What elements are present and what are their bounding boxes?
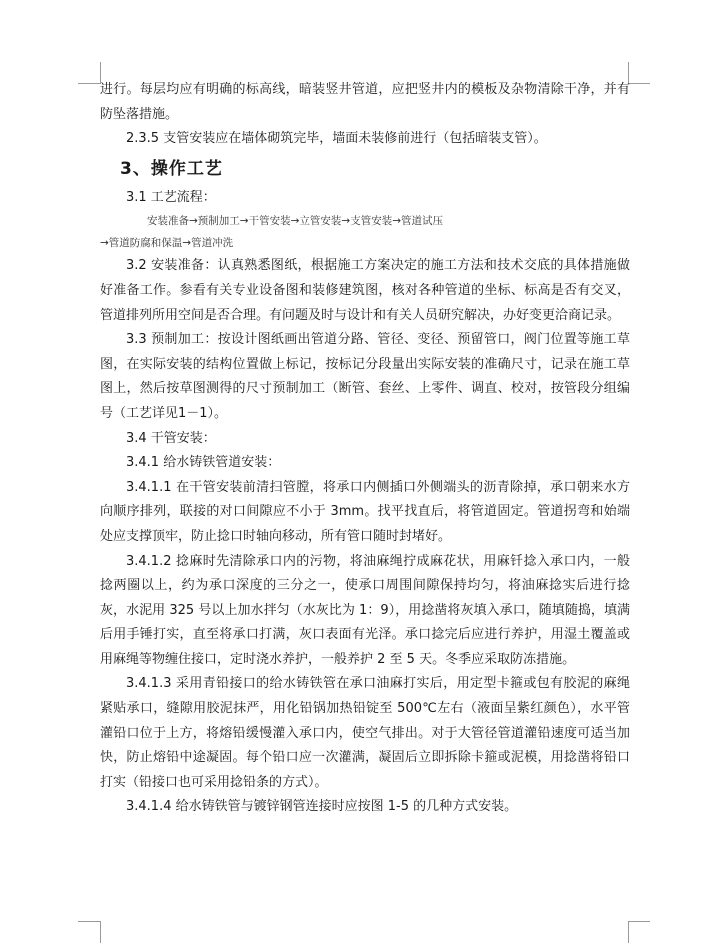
crop-mark-bottom-right-h (628, 921, 650, 922)
process-title: 3.1 工艺流程： (126, 189, 216, 205)
paragraph-3-4-1-2: 3.4.1.2 捻麻时先清除承口内的污物，将油麻绳拧成麻花状，用麻钎捻入承口内，一般捻两圈以上，约为承口深度的三分之一，使承口周围间隙保持均匀，将油麻捻实后进行捻灰，水泥用 325 号以上加水拌匀（水灰比为 1：9），用捻凿将灰填入承口，随填随捣，填满后用手锤打实，直至将承口打满，灰口表面有光泽。承口捻完后应进行养护，用湿土覆盖或用麻绳等物缠住接口，定时浇水养护，一般养护 2 至 5 天。冬季应采取防冻措施。 (100, 553, 630, 667)
section-heading: 3、操作工艺 (120, 158, 223, 179)
paragraph-3-4-1: 3.4.1 给水铸铁管道安装： (126, 455, 281, 471)
paragraph-3-4-1-3: 3.4.1.3 采用青铅接口的给水铸铁管在承口油麻打实后，用定型卡箍或包有胶泥的麻绳紧贴承口，缝隙用胶泥抹严，用化铅锅加热铅锭至 500℃左右（液面呈紫红颜色），水平管灌铅口位于上方，将熔铅缓慢灌入承口内，使空气排出。对于大管径管道灌铅速度可适当加快，防止熔铅中途凝固。每个铅口应一次灌满，凝固后立即拆除卡箍或泥模，用捻凿将铅口打实（铅接口也可采用捻铅条的方式）。 (100, 676, 630, 790)
paragraph-3-4-1-1: 3.4.1.1 在干管安装前清扫管膛，将承口内侧插口外侧端头的沥青除掉，承口朝来水方向顺序排列，联接的对口间隙应不小于 3mm。找平找直后，将管道固定。管道拐弯和始端处应支撑顶牢，防止捻口时轴向移动，所有管口随时封堵好。 (100, 479, 630, 544)
paragraph-2-3-5: 2.3.5 支管安装应在墙体砌筑完毕，墙面未装修前进行（包括暗装支管）。 (126, 131, 547, 147)
process-flow-line-2: →管道防腐和保温→管道冲洗 (100, 237, 234, 250)
crop-mark-top-right-h (628, 83, 650, 84)
crop-mark-bottom-left-v (100, 921, 101, 943)
crop-mark-bottom-right-v (628, 921, 629, 943)
crop-mark-bottom-left-h (78, 921, 100, 922)
paragraph-3-4-1-4: 3.4.1.4 给水铸铁管与镀锌钢管连接时应按图 1-5 的几种方式安装。 (126, 799, 518, 815)
paragraph-3-2: 3.2 安装准备：认真熟悉图纸，根据施工方案决定的施工方法和技术交底的具体措施做好准备工作。参看有关专业设备图和装修建筑图，核对各种管道的坐标、标高是否有交叉，管道排列所用空间是否合理。有问题及时与设计和有关人员研究解决，办好变更洽商记录。 (100, 258, 630, 323)
process-flow-line-1: 安装准备→预制加工→干管安装→立管安装→支管安装→管道试压 (147, 215, 443, 228)
paragraph-3-4: 3.4 干管安装： (126, 430, 216, 446)
paragraph-3-3: 3.3 预制加工：按设计图纸画出管道分路、管径、变径、预留管口，阀门位置等施工草图，在实际安装的结构位置做上标记，按标记分段量出实际安装的准确尺寸，记录在施工草图上，然后按草图测得的尺寸预制加工（断管、套丝、上零件、调直、校对，按管段分组编号（工艺详见1－1）。 (100, 332, 630, 421)
page-content (100, 78, 630, 820)
crop-mark-top-left-h (78, 83, 100, 84)
paragraph-continuation: 进行。每层均应有明确的标高线，暗装竖井管道，应把竖井内的模板及杂物清除干净，并有防坠落措施。 (100, 82, 630, 122)
